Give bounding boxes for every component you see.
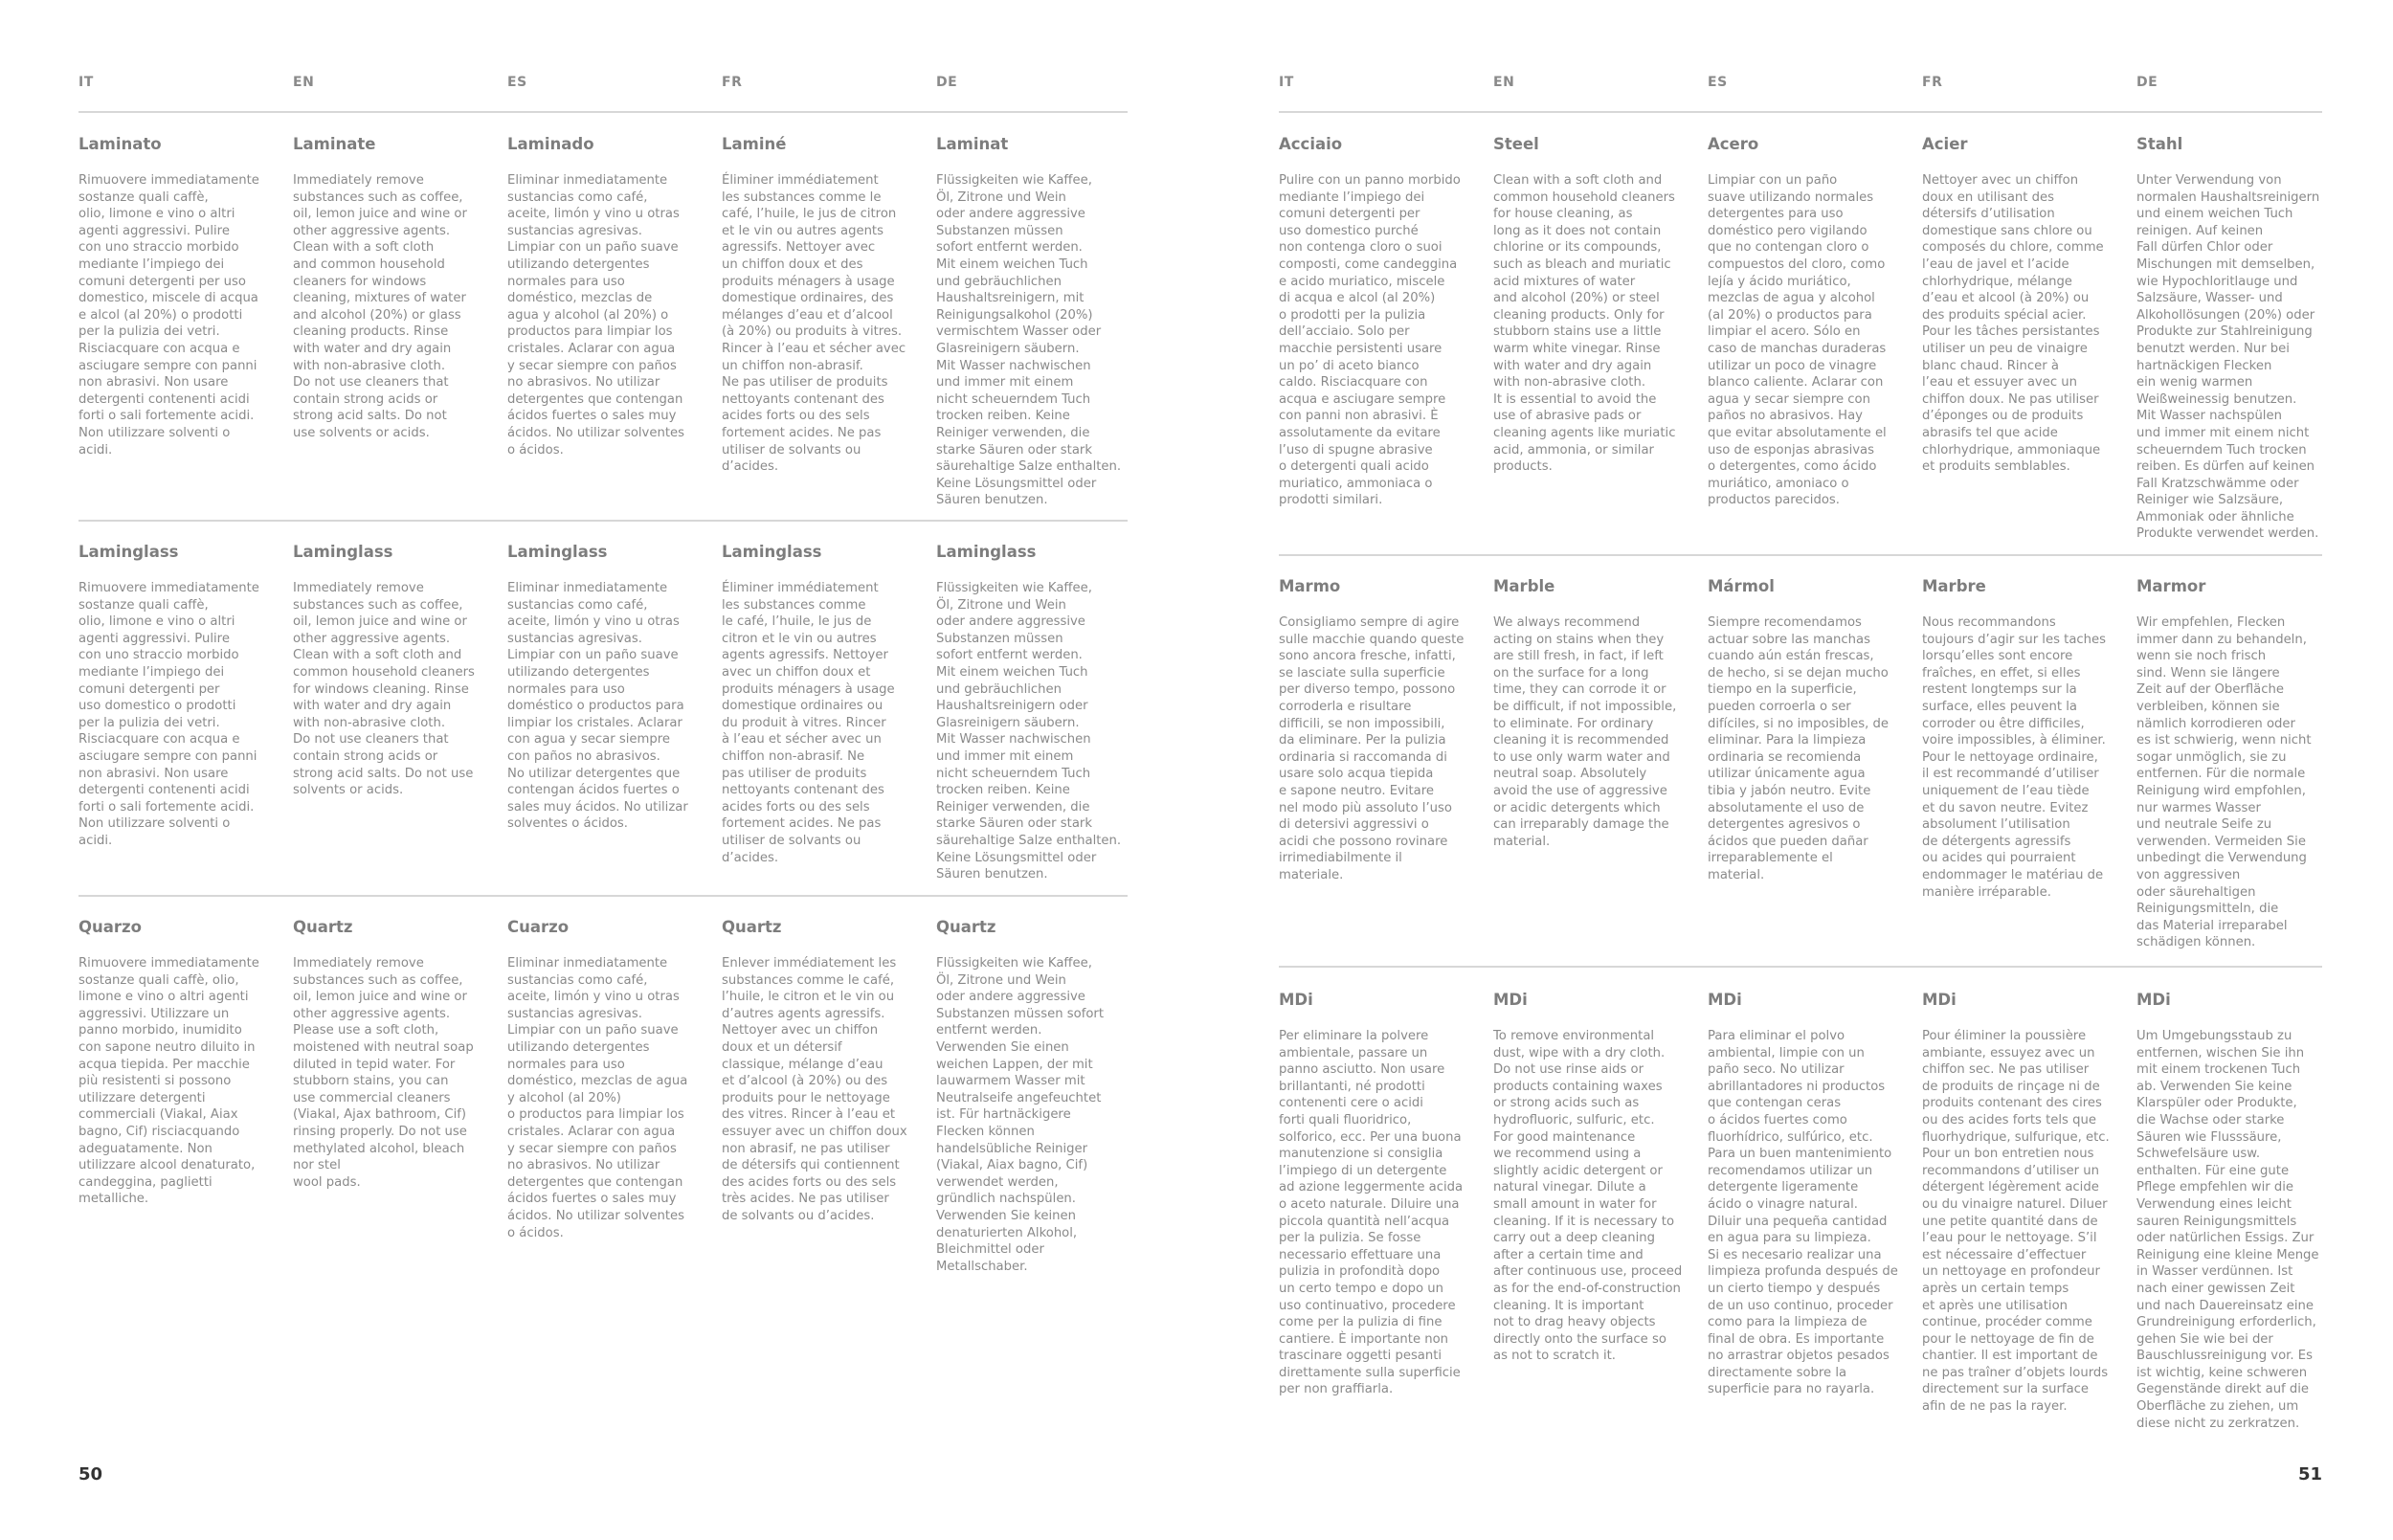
column-en: [293, 135, 489, 442]
section-marmo: [1279, 577, 2322, 968]
column-en: [293, 918, 489, 1191]
care-text: Eliminar inmediatamente sustancias como café, aceite, limón y vino u otras sustancias agresivas. Limpiar con un paño suave utilizando detergentes normales para uso doméstico, mezclas de agua y alcohol (al 20%) o productos para limpiar los cristales. Aclarar con agua y secar siempre con paños no abrasivos. No utilizar detergentes que contengan ácidos fuertes o sales muy ácidos. No utilizar solventes o ácidos.: [507, 956, 688, 1240]
language-label-en: EN: [293, 75, 315, 90]
care-text: Enlever immédiatement les substances comme le café, l’huile, le citron et le vin ou d’autres agents agressifs. Nettoyer avec un chiffon doux et un détersif classique, mélange d’eau et d’alcool (à 20%) ou des produits pour le nettoyage des vitres. Rincer à l’eau et essuyer avec un chiffon doux non abrasif, ne pas utiliser de détersifs qui contiennent des acides forts ou des sels très acides. Ne pas utiliser de solvants ou d’acides.: [722, 956, 907, 1223]
material-title: Laminglass: [293, 543, 393, 561]
care-text: Immediately remove substances such as coffee, oil, lemon juice and wine or other aggressive agents. Please use a soft cloth, moistened with neutral soap diluted in tepid water. For stubborn stains, you can use commercial cleaners (Viakal, Ajax bathroom, Cif) rinsing properly. Do not use methylated alcohol, bleach nor stel wool pads.: [293, 956, 474, 1190]
care-text: Éliminer immédiatement les substances comme le café, l’huile, le jus de citron et le vin ou autres agents agressifs. Nettoyer avec un chiffon doux et produits ménagers à usage domestique ordinaires ou du produit à vitres. Rincer à l’eau et sécher avec un chiffon non-abrasif. Ne pas utiliser de produits nettoyants contenant des acides forts ou des sels fortement acides. Ne pas utiliser de solvants ou d’acides.: [722, 581, 895, 865]
material-title: Marble: [1493, 577, 1555, 595]
language-label-es: ES: [507, 75, 527, 90]
care-text: Immediately remove substances such as coffee, oil, lemon juice and wine or other aggressive agents. Clean with a soft cloth and common household cleaners for windows cleaning. Rinse with water and dry again with non-abrasive cloth. Do not use cleaners that contain strong acids or strong acid salts. Do not use solvents or acids.: [293, 581, 475, 798]
section-laminglass: [78, 543, 1128, 897]
language-label-it: IT: [78, 75, 94, 90]
material-title: Quartz: [293, 918, 353, 936]
material-title: Cuarzo: [507, 918, 570, 936]
column-fr: [722, 543, 918, 866]
language-label-it: IT: [1279, 75, 1294, 90]
material-title: Laminglass: [936, 543, 1037, 561]
material-title: Quartz: [936, 918, 996, 936]
material-title: Acero: [1708, 135, 1759, 153]
material-title: MDi: [2136, 991, 2171, 1009]
language-header: [78, 73, 1128, 113]
care-text: Clean with a soft cloth and common household cleaners for house cleaning, as long as it does not contain chlorine or its compounds, such as bleach and muriatic acid mixtures of water and alcohol (20%) or steel cleaning products. Only for stubborn stains use a little warm white vinegar. Rinse with water and dry again with non-abrasive cloth. It is essential to avoid the use of abrasive pads or cleaning agents like muriatic acid, ammonia, or similar products.: [1493, 173, 1676, 475]
column-it: [1279, 991, 1475, 1398]
column-de: [936, 135, 1132, 509]
column-it: [1279, 577, 1475, 884]
care-text: Immediately remove substances such as coffee, oil, lemon juice and wine or other aggressive agents. Clean with a soft cloth and common household cleaners for windows cleaning, mixtures of water and alcohol (20%) or glass cleaning products. Rinse with water and dry again with non-abrasive cloth. Do not use cleaners that contain strong acids or strong acid salts. Do not use solvents or acids.: [293, 173, 467, 440]
section-acciaio: [1279, 135, 2322, 556]
column-fr: [1922, 991, 2118, 1416]
column-de: [936, 918, 1132, 1275]
column-fr: [1922, 135, 2118, 476]
page-number-right: 51: [2297, 1464, 2322, 1484]
column-es: [1708, 991, 1904, 1398]
column-es: [1708, 577, 1904, 884]
care-text: Flüssigkeiten wie Kaffee, Öl, Zitrone und Wein oder andere aggressive Substanzen müssen sofort entfernt werden. Verwenden Sie einen weichen Lappen, der mit lauwarmem Wasser mit Neutralseife angefeuchtet ist. Für hartnäckigere Flecken können handelsübliche Reiniger (Viakal, Aiax bagno, Cif) verwendet werden, gründlich nachspülen. Verwenden Sie keinen denaturierten Alkohol, Bleichmittel oder Metallschaber.: [936, 956, 1105, 1274]
care-text: Éliminer immédiatement les substances comme le café, l’huile, le jus de citron et le vin ou autres agents agressifs. Nettoyer avec un chiffon doux et des produits ménagers à usage domestique ordinaires, des mélanges d’eau et d’alcool (à 20%) ou produits à vitres. Rincer à l’eau et sécher avec un chiffon non-abrasif. Ne pas utiliser de produits nettoyants contenant des acides forts ou des sels fortement acides. Ne pas utiliser de solvants ou d’acides.: [722, 173, 906, 475]
care-text: To remove environmental dust, wipe with a dry cloth. Do not use rinse aids or products containing waxes or strong acids such as hydrofluoric, sulfuric, etc. For good maintenance we recommend using a slightly acidic detergent or natural vinegar. Dilute a small amount in water for cleaning. If it is necessary to carry out a deep cleaning after a certain time and after continuous use, proceed as for the end-of-construction cleaning. It is important not to drag heavy objects directly onto the surface so as not to scratch it.: [1493, 1029, 1683, 1364]
column-es: [507, 918, 704, 1241]
column-es: [1708, 135, 1904, 509]
care-text: Limpiar con un paño suave utilizando normales detergentes para uso doméstico pero vigilando que no contengan cloro o compuestos del cloro, como lejía y ácido muriático, mezclas de agua y alcohol (al 20%) o productos para limpiar el acero. Sólo en caso de manchas duraderas utilizar un poco de vinagre blanco caliente. Aclarar con agua y secar siempre con paños no abrasivos. Hay que evitar absolutamente el uso de esponjas abrasivas o detergentes, como ácido muriático, amoniaco o productos parecidos.: [1708, 173, 1887, 508]
care-text: Para eliminar el polvo ambiental, limpie con un paño seco. No utilizar abrillantadores ni productos que contengan ceras o ácidos fuertes como fluorhídrico, sulfúrico, etc. Para un buen mantenimiento recomendamos utilizar un detergente ligeramente ácido o vinagre natural. Diluir una pequeña cantidad en agua para su limpieza. Si es necesario realizar una limpieza profunda después de un cierto tiempo y después de un uso continuo, proceder como para la limpieza de final de obra. Es importante no arrastrar objetos pesados directamente sobre la superficie para no rayarla.: [1708, 1029, 1898, 1397]
column-it: [1279, 135, 1475, 509]
care-text: Rimuovere immediatamente sostanze quali caffè, olio, limone e vino o altri agenti aggressivi. Pulire con uno straccio morbido mediante l’impiego dei comuni detergenti per uso domestico o prodotti per la pulizia dei vetri. Risciacquare con acqua e asciugare sempre con panni non abrasivi. Non usare detergenti contenenti acidi forti o sali fortemente acidi. Non utilizzare solventi o acidi.: [78, 581, 259, 848]
care-text: Per eliminare la polvere ambientale, passare un panno asciutto. Non usare brillantanti, né prodotti contenenti cere o acidi forti quali fluoridrico, solforico, ecc. Per una buona manutenzione si consiglia l’impiego di un detergente ad azione leggermente acida o aceto naturale. Diluire una piccola quantità nell’acqua per la pulizia. Se fosse necessario effettuare una pulizia in profondità dopo un certo tempo e dopo un uso continuativo, procedere come per la pulizia di fine cantiere. È importante non trascinare oggetti pesanti direttamente sulla superficie per non graffiarla.: [1279, 1029, 1464, 1397]
care-text: Eliminar inmediatamente sustancias como café, aceite, limón y vino u otras sustancias agresivas. Limpiar con un paño suave utilizando detergentes normales para uso doméstico, mezclas de agua y alcohol (al 20%) o productos para limpiar los cristales. Aclarar con agua y secar siempre con paños no abrasivos. No utilizar detergentes que contengan ácidos fuertes o sales muy ácidos. No utilizar solventes o ácidos.: [507, 173, 684, 458]
material-title: Marmor: [2136, 577, 2206, 595]
care-text: Consigliamo sempre di agire sulle macchie quando queste sono ancora fresche, infatti, se lasciate sulla superficie per diverso tempo, possono corroderla e risultare difficili, se non impossibili, da eliminare. Per la pulizia ordinaria si raccomanda di usare solo acqua tiepida e sapone neutro. Evitare nel modo più assoluto l’uso di detersivi aggressivi o acidi che possono rovinare irrimediabilmente il materiale.: [1279, 615, 1465, 882]
care-text: Unter Verwendung von normalen Haushaltsreinigern und einem weichen Tuch reinigen. Auf keinen Fall dürfen Chlor oder Mischungen mit demselben, wie Hypochloritlauge und Salzsäure, Wasser- und Alkohollösungen (20%) oder Produkte zur Stahlreinigung benutzt werden. Nur bei hartnäckigen Flecken ein wenig warmen Weißweinessig benutzen. Mit Wasser nachspülen und immer mit einem nicht scheuerndem Tuch trocken reiben. Es dürfen auf keinen Fall Kratzschwämme oder Reiniger wie Salzsäure, Ammoniak oder ähnliche Produkte verwendet werden.: [2136, 173, 2320, 542]
column-it: [78, 543, 275, 850]
care-text: Flüssigkeiten wie Kaffee, Öl, Zitrone und Wein oder andere aggressive Substanzen müssen sofort entfernt werden. Mit einem weichen Tuch und gebräuchlichen Haushaltsreinigern, mit Reinigungsalkohol (20%) vermischtem Wasser oder Glasreinigern säubern. Mit Wasser nachwischen und immer mit einem nicht scheuerndem Tuch trocken reiben. Keine Reiniger verwenden, die starke Säuren oder stark säurehaltige Salze enthalten. Keine Lösungsmittel oder Säuren benutzen.: [936, 173, 1122, 508]
material-title: Acciaio: [1279, 135, 1343, 153]
column-de: [2136, 577, 2333, 951]
material-title: Laminglass: [507, 543, 608, 561]
material-title: Laminato: [78, 135, 162, 153]
language-label-es: ES: [1708, 75, 1728, 90]
care-text: Rimuovere immediatamente sostanze quali caffè, olio, limone e vino o altri agenti aggressivi. Pulire con uno straccio morbido mediante l’impiego dei comuni detergenti per uso domestico, miscele di acqua e alcol (al 20%) o prodotti per la pulizia dei vetri. Risciacquare con acqua e asciugare sempre con panni non abrasivi. Non usare detergenti contenenti acidi forti o sali fortemente acidi. Non utilizzare solventi o acidi.: [78, 173, 259, 458]
section-mdi: [1279, 991, 2322, 1440]
section-quarzo: [78, 918, 1128, 1282]
column-de: [2136, 991, 2333, 1432]
material-title: Quartz: [722, 918, 782, 936]
material-title: Acier: [1922, 135, 1968, 153]
column-fr: [722, 918, 918, 1225]
care-text: Nous recommandons toujours d’agir sur les taches lorsqu’elles sont encore fraîches, en effet, si elles restent longtemps sur la surface, elles peuvent la corroder ou être difficiles, voire impossibles, à éliminer. Pour le nettoyage ordinaire, il est recommandé d’utiliser uniquement de l’eau tiède et du savon neutre. Evitez absolument l’utilisation de détergents agressifs ou acides qui pourraient endommager le matériau de manière irréparable.: [1922, 615, 2106, 900]
column-en: [1493, 991, 1689, 1365]
language-label-en: EN: [1493, 75, 1515, 90]
material-title: Laminat: [936, 135, 1009, 153]
material-title: MDi: [1922, 991, 1957, 1009]
column-de: [936, 543, 1132, 883]
language-label-fr: FR: [722, 75, 743, 90]
care-text: Siempre recomendamos actuar sobre las manchas cuando aún están frescas, de hecho, si se dejan mucho tiempo en la superficie, pueden corroerla o ser difíciles, si no imposibles, de eliminar. Para la limpieza ordinaria se recomienda utilizar únicamente agua tibia y jabón neutro. Evite absolutamente el uso de detergentes agresivos o ácidos que pueden dañar irreparablemente el material.: [1708, 615, 1890, 882]
care-text: Pulire con un panno morbido mediante l’impiego dei comuni detergenti per uso domestico purché non contenga cloro o suoi composti, come candeggina e acido muriatico, miscele di acqua e alcol (al 20%) o prodotti per la pulizia dell’acciaio. Solo per macchie persistenti usare un po’ di aceto bianco caldo. Risciacquare con acqua e asciugare sempre con panni non abrasivi. È assolutamente da evitare l’uso di spugne abrasive o detergenti quali acido muriatico, ammoniaca o prodotti similari.: [1279, 173, 1461, 508]
material-title: MDi: [1279, 991, 1313, 1009]
column-en: [1493, 577, 1689, 850]
care-text: We always recommend acting on stains when they are still fresh, in fact, if left on the surface for a long time, they can corrode it or be difficult, if not impossible, to eliminate. For ordinary cleaning it is recommended to use only warm water and neutral soap. Absolutely avoid the use of aggressive or acidic detergents which can irreparably damage the material.: [1493, 615, 1677, 849]
material-title: MDi: [1493, 991, 1528, 1009]
column-it: [78, 918, 275, 1208]
material-title: Laminado: [507, 135, 594, 153]
column-en: [293, 543, 489, 799]
material-title: Steel: [1493, 135, 1539, 153]
column-en: [1493, 135, 1689, 476]
column-de: [2136, 135, 2333, 543]
care-text: Rimuovere immediatamente sostanze quali caffè, olio, limone e vino o altri agenti aggressivi. Utilizzare un panno morbido, inumidito con sapone neutro diluito in acqua tiepida. Per macchie più resistenti si possono utilizzare detergenti commerciali (Viakal, Aiax bagno, Cif) risciacquando adeguatamente. Non utilizzare alcool denaturato, candeggina, paglietti metalliche.: [78, 956, 259, 1207]
language-label-fr: FR: [1922, 75, 1943, 90]
care-text: Pour éliminer la poussière ambiante, essuyez avec un chiffon sec. Ne pas utiliser de produits de rinçage ni de produits contenant des cires ou des acides forts tels que fluorhydrique, sulfurique, etc. Pour un bon entretien nous recommandons d’utiliser un détergent légèrement acide ou du vinaigre naturel. Diluer une petite quantité dans de l’eau pour le nettoyage. S’il est nécessaire d’effectuer un nettoyage en profondeur après un certain temps et après une utilisation continue, procéder comme pour le nettoyage de fin de chantier. Il est important de ne pas traîner d’objets lourds directement sur la surface afin de ne pas la rayer.: [1922, 1029, 2110, 1415]
material-title: Quarzo: [78, 918, 142, 936]
language-header: [1279, 73, 2322, 113]
right-page: [1279, 0, 2322, 1540]
language-label-de: DE: [936, 75, 958, 90]
care-text: Wir empfehlen, Flecken immer dann zu behandeln, wenn sie noch frisch sind. Wenn sie längere Zeit auf der Oberfläche verbleiben, können sie nämlich korrodieren oder es ist schwierig, wenn nicht sogar unmöglich, sie zu entfernen. Für die normale Reinigung wird empfohlen, nur warmes Wasser und neutrale Seife zu verwenden. Vermeiden Sie unbedingt die Verwendung von aggressiven oder säurehaltigen Reinigungsmitteln, die das Material irreparabel schädigen können.: [2136, 615, 2312, 950]
column-es: [507, 543, 704, 833]
material-title: Marbre: [1922, 577, 1986, 595]
column-fr: [1922, 577, 2118, 901]
material-title: Mármol: [1708, 577, 1775, 595]
care-text: Eliminar inmediatamente sustancias como café, aceite, limón y vino u otras sustancias agresivas. Limpiar con un paño suave utilizando detergentes normales para uso doméstico o productos para limpiar los cristales. Aclarar con agua y secar siempre con paños no abrasivos. No utilizar detergentes que contengan ácidos fuertes o sales muy ácidos. No utilizar solventes o ácidos.: [507, 581, 688, 832]
material-title: MDi: [1708, 991, 1742, 1009]
section-laminato: [78, 135, 1128, 522]
column-it: [78, 135, 275, 458]
column-fr: [722, 135, 918, 476]
material-title: Laminé: [722, 135, 787, 153]
material-title: Laminate: [293, 135, 376, 153]
column-es: [507, 135, 704, 458]
material-title: Laminglass: [722, 543, 822, 561]
care-text: Nettoyer avec un chiffon doux en utilisant des détersifs d’utilisation domestique sans chlore ou composés du chlore, comme l’eau de javel et l’acide chlorhydrique, mélange d’eau et alcool (à 20%) ou des produits spécial acier. Pour les tâches persistantes utiliser un peu de vinaigre blanc chaud. Rincer à l’eau et essuyer avec un chiffon doux. Ne pas utiliser d’éponges ou de produits abrasifs tel que acide chlorhydrique, ammoniaque et produits semblables.: [1922, 173, 2104, 475]
language-label-de: DE: [2136, 75, 2158, 90]
left-page: [78, 0, 1128, 1540]
material-title: Stahl: [2136, 135, 2183, 153]
material-title: Marmo: [1279, 577, 1341, 595]
care-text: Flüssigkeiten wie Kaffee, Öl, Zitrone und Wein oder andere aggressive Substanzen müssen sofort entfernt werden. Mit einem weichen Tuch und gebräuchlichen Haushaltsreinigern oder Glasreinigern säubern. Mit Wasser nachwischen und immer mit einem nicht scheuerndem Tuch trocken reiben. Keine Reiniger verwenden, die starke Säuren oder stark säurehaltige Salze enthalten. Keine Lösungsmittel oder Säuren benutzen.: [936, 581, 1122, 882]
material-title: Laminglass: [78, 543, 179, 561]
page-number-left: 50: [78, 1464, 103, 1484]
care-text: Um Umgebungsstaub zu entfernen, wischen Sie ihn mit einem trockenen Tuch ab. Verwenden Sie keine Klarspüler oder Produkte, die Wachse oder starke Säuren wie Flusssäure, Schwefelsäure usw. enthalten. Für eine gute Pflege empfehlen wir die Verwendung eines leicht sauren Reinigungsmittels oder natürlichen Essigs. Zur Reinigung eine kleine Menge in Wasser verdünnen. Ist nach einer gewissen Zeit und nach Dauereinsatz eine Grundreinigung erforderlich, gehen Sie wie bei der Bauschlussreinigung vor. Es ist wichtig, keine schweren Gegenstände direkt auf die Oberfläche zu ziehen, um diese nicht zu zerkratzen.: [2136, 1029, 2319, 1431]
